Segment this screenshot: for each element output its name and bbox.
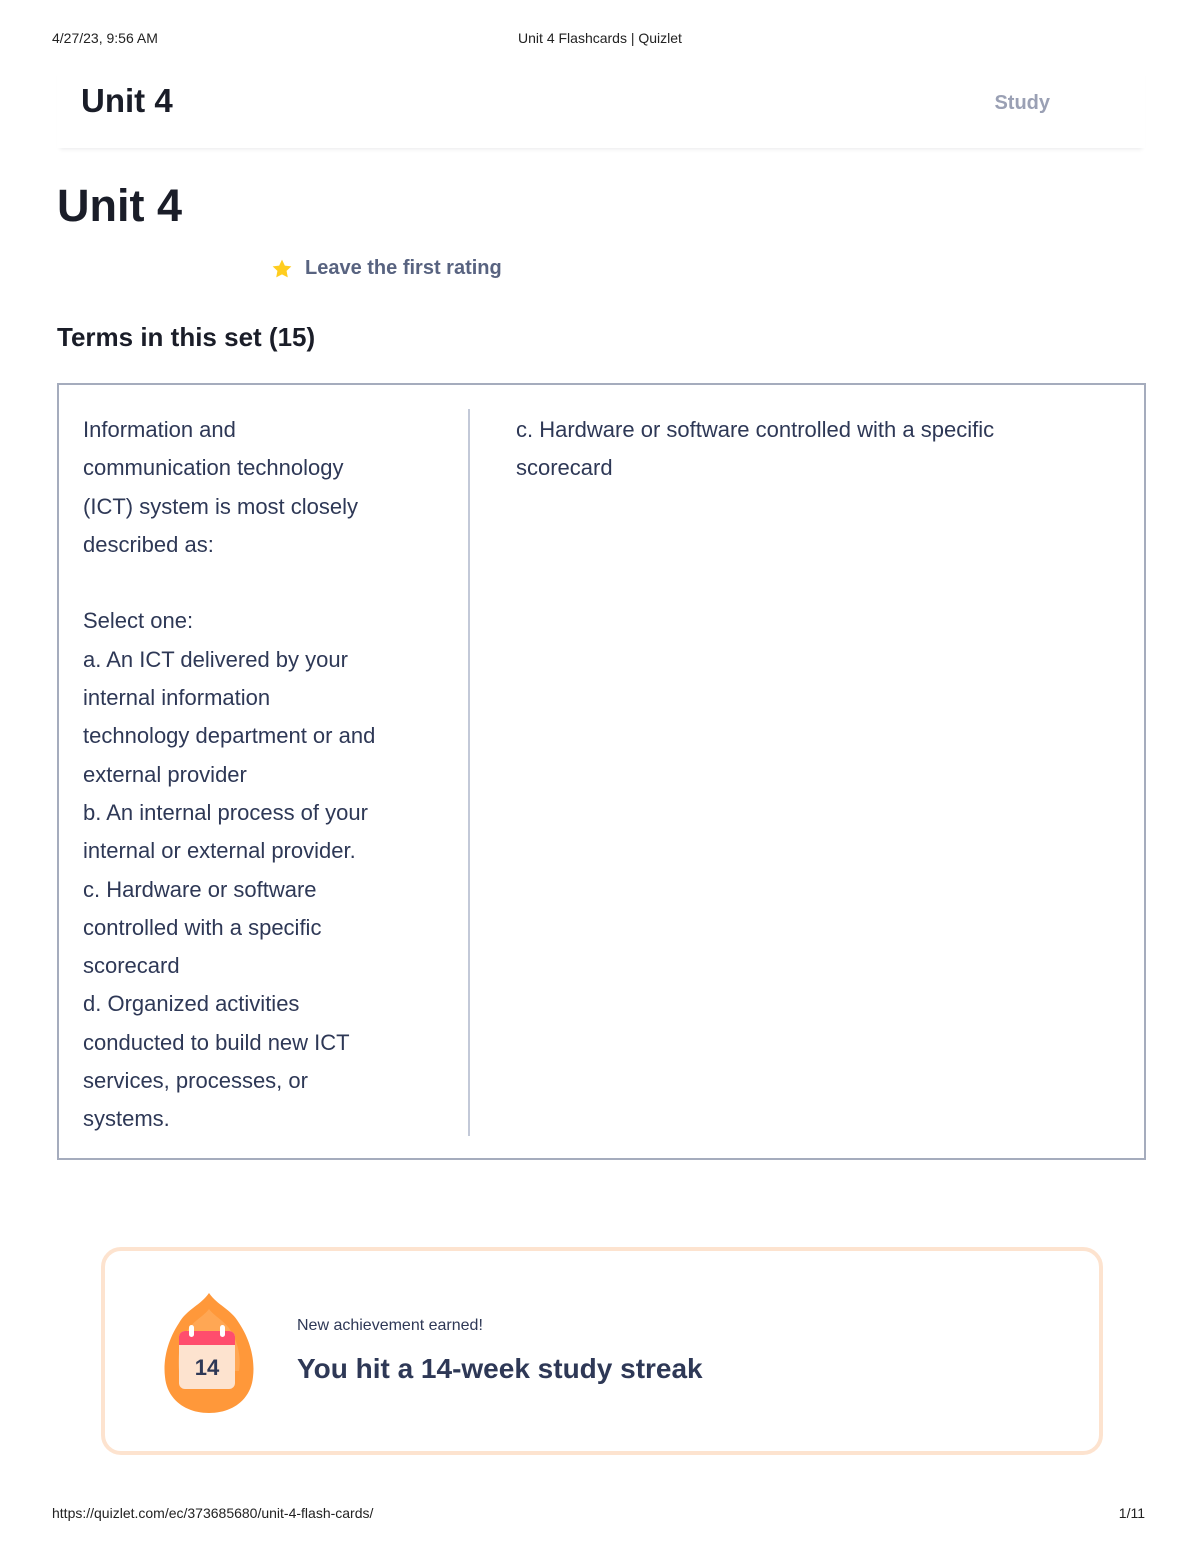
study-button[interactable]: Study bbox=[994, 92, 1050, 114]
star-icon bbox=[271, 258, 293, 280]
print-url: https://quizlet.com/ec/373685680/unit-4-flash-cards/ bbox=[52, 1505, 374, 1521]
print-doc-title: Unit 4 Flashcards | Quizlet bbox=[518, 30, 682, 46]
term-text: Information and communication technology (ICT) system is most closely described as: Select one: a. An ICT delivered by your internal information technology department or and external provider b. An internal process of your internal or external provider. c. Hardware or software controlled with a specific scorecard d. Organized activities conducted to build new ICT services, processes, or systems. bbox=[83, 417, 376, 1132]
card-divider bbox=[468, 409, 470, 1136]
achievement-banner bbox=[101, 1247, 1103, 1455]
achievement-headline: You hit a 14-week study streak bbox=[297, 1353, 703, 1384]
page-title: Unit 4 bbox=[57, 180, 183, 231]
page-number: 1/11 bbox=[1118, 1505, 1145, 1521]
print-date: 4/27/23, 9:56 AM bbox=[52, 30, 158, 46]
print-header bbox=[52, 30, 1148, 50]
definition-text: c. Hardware or software controlled with a specific scorecard bbox=[516, 417, 995, 481]
print-footer bbox=[52, 1505, 1145, 1525]
term-card bbox=[57, 383, 1146, 1160]
rating-label: Leave the first rating bbox=[305, 257, 502, 279]
top-bar bbox=[57, 68, 1145, 148]
rating-link[interactable] bbox=[271, 257, 502, 280]
terms-heading: Terms in this set (15) bbox=[57, 322, 316, 352]
achievement-kicker: New achievement earned! bbox=[297, 1317, 483, 1334]
badge-number: 14 bbox=[194, 1355, 220, 1380]
streak-flame-icon bbox=[159, 1291, 259, 1415]
header-set-title: Unit 4 bbox=[81, 82, 173, 119]
